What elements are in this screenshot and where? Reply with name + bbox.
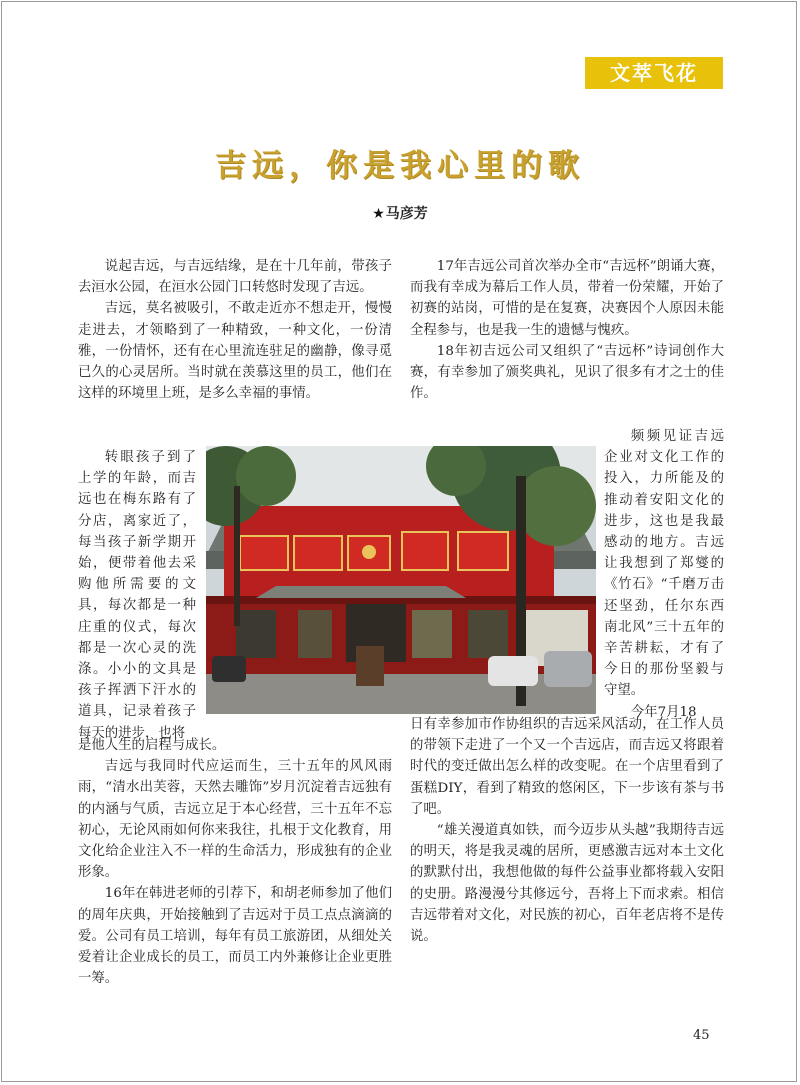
left-column-wrap (78, 447, 196, 744)
paragraph: 吉远，莫名被吸引，不敢走近亦不想走开，慢慢走进去，才领略到了一种精致，一种文化，一份清雅，一份情怀，还有在心里流连驻足的幽静，像寻觅已久的心灵居所。当时就在羡慕这里的员工，他们在这样的环境里上班，是多么幸福的事情。 (78, 301, 392, 402)
paragraph: 吉远与我同时代应运而生，三十五年的风风雨雨，“清水出芙蓉，天然去雕饰”岁月沉淀着吉远独有的内涵与气质，吉远立足于本心经营，三十五年不忘初心，无论风雨如何你来我往，扎根于文化教育，用文化给企业注入不一样的生命活力，形成独有的企业形象。 (78, 759, 392, 881)
left-column-top (78, 256, 392, 404)
paragraph: 18年初吉远公司又组织了“吉远杯”诗词创作大赛，有幸参加了颁奖典礼，见识了很多有才之士的佳作。 (410, 343, 724, 402)
author-line (0, 203, 800, 223)
right-column-wrap (604, 426, 724, 723)
left-column-bottom (78, 735, 392, 989)
paragraph: 是他人生的启程与成长。 (78, 738, 226, 753)
paragraph: 转眼孩子到了上学的年龄，而吉远也在梅东路有了分店，离家近了，每当孩子新学期开始，便带着他去采购他所需要的文具，每次都是一种庄重的仪式，每次都是一次心灵的洗涤。小小的文具是孩子挥洒下汗水的道具，记录着孩子每天的进步，也将 (78, 450, 196, 741)
right-column-top (410, 256, 724, 404)
page-number: 45 (693, 1028, 710, 1043)
paragraph: 日有幸参加市作协组织的吉远采风活动，在工作人员的带领下走进了一个又一个吉远店，而吉远又将跟着时代的变迁做出怎么样的改变呢。在一个店里看到了蛋糕DIY，看到了精致的悠闲区，下一步该有茶与书了吧。 (410, 717, 724, 817)
paragraph: 16年在韩进老师的引荐下，和胡老师参加了他们的周年庆典，开始接触到了吉远对于员工点点滴滴的爱。公司有员工培训，每年有员工旅游团，从细处关爱着让企业成长的员工，而员工内外兼修让企业更胜一筹。 (78, 886, 392, 987)
author-name: 马彦芳 (385, 206, 428, 222)
paragraph: 17年吉远公司首次举办全市“吉远杯”朗诵大赛，而我有幸成为幕后工作人员，带着一份荣耀，开始了初赛的站岗，可惜的是在复赛，决赛因个人原因未能全程参与，也是我一生的遗憾与愧疚。 (410, 259, 724, 338)
paragraph: 今年7月18 (630, 704, 697, 720)
star-icon: ★ (372, 206, 385, 222)
article-title: 吉远，你是我心里的歌 (215, 148, 585, 184)
paragraph: “雄关漫道真如铁，而今迈步从头越”我期待吉远的明天，将是我灵魂的居所，更感激吉远对本土文化的默默付出，我想他做的每件公益事业都将载入安阳的史册。路漫漫兮其修远兮，吾将上下而求索。相信吉远带着对文化，对民族的初心，百年老店将不是传说。 (410, 823, 724, 945)
paragraph: 频频见证吉远企业对文化工作的投入，力所能及的推动着安阳文化的进步，这也是我最感动的地方。吉远让我想到了郑燮的《竹石》“千磨万击还坚劲，任尔东西南北风”三十五年的辛苦耕耘，才有了今日的那份坚毅与守望。 (604, 429, 724, 699)
section-tag: 文萃飞花 (585, 57, 723, 89)
right-column-bottom (410, 714, 724, 947)
storefront-illustration (206, 446, 596, 714)
storefront-photo (206, 446, 596, 714)
paragraph: 说起吉远，与吉远结缘，是在十几年前，带孩子去洹水公园，在洹水公园门口转悠时发现了吉远。 (78, 259, 392, 296)
